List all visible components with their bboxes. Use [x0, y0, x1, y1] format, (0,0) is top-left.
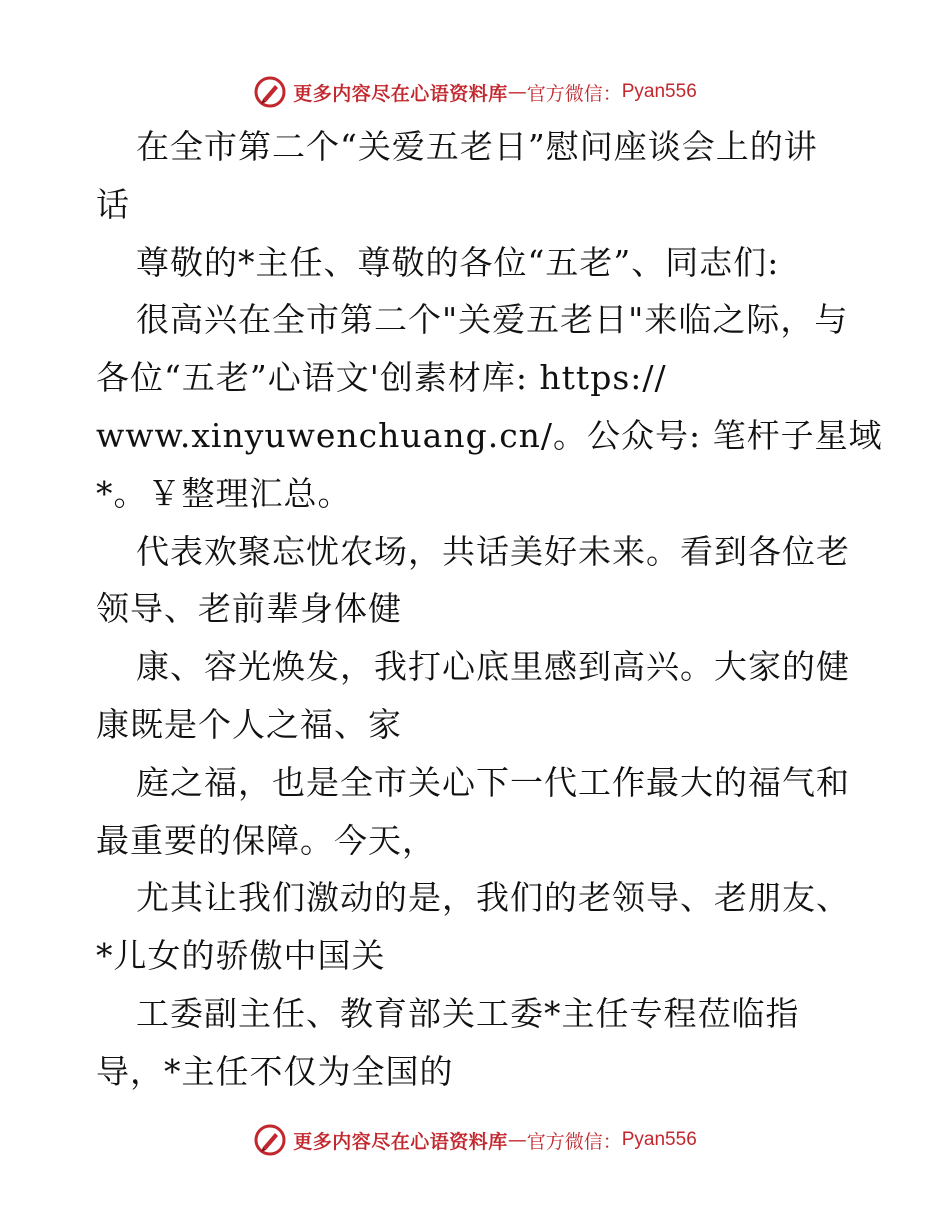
title-line-2: 话 — [96, 184, 130, 224]
paragraph-line: 各位“五老”心语文'创素材库: https:// — [96, 358, 667, 398]
paragraph-line: 很高兴在全市第二个"关爱五老日"来临之际，与 — [136, 300, 849, 340]
paragraph-line: 尤其让我们激动的是，我们的老领导、老朋友、 — [136, 878, 850, 918]
title-line-1: 在全市第二个“关爱五老日”慰问座谈会上的讲 — [136, 127, 818, 166]
paragraph-line: 康既是个人之福、家 — [96, 704, 402, 744]
banner-wechat-id: Pyan556 — [621, 81, 697, 102]
paragraph-line: *儿女的骄傲中国关 — [96, 936, 386, 976]
paragraph-line: 庭之福，也是全市关心下一代工作最大的福气和 — [136, 762, 850, 802]
pen-logo-icon — [253, 75, 287, 109]
paragraph-line: 最重要的保障。今天， — [96, 820, 436, 860]
salutation-line: 尊敬的*主任、尊敬的各位“五老”、同志们: — [136, 242, 780, 282]
paragraph-line: *。￥整理汇总。 — [96, 473, 352, 513]
banner-lead-text: 更多内容尽在心语资料库 — [293, 82, 508, 105]
header-banner — [0, 72, 950, 112]
banner-lead-text: 更多内容尽在心语资料库 — [293, 1130, 508, 1153]
document-body — [96, 118, 883, 1101]
banner-wechat-label: 官方微信： — [526, 1130, 622, 1153]
paragraph-line: 导，*主任不仅为全国的 — [96, 1051, 454, 1091]
paragraph-line: 康、容光焕发，我打心底里感到高兴。大家的健 — [136, 647, 850, 687]
paragraph-line: 工委副主任、教育部关工委*主任专程莅临指 — [136, 993, 800, 1033]
banner-wechat-id: Pyan556 — [621, 1129, 697, 1150]
footer-banner — [0, 1120, 950, 1160]
paragraph-line: 代表欢聚忘忧农场，共话美好未来。看到各位老 — [136, 531, 850, 571]
pen-logo-icon — [253, 1123, 287, 1157]
paragraph-line: www.xinyuwenchuang.cn/。公众号: 笔杆子星域 — [96, 415, 883, 455]
paragraph-line: 领导、老前辈身体健 — [96, 589, 402, 629]
banner-separator: — — [507, 81, 527, 103]
banner-wechat-label: 官方微信： — [526, 82, 622, 105]
banner-separator: — — [507, 1129, 527, 1151]
